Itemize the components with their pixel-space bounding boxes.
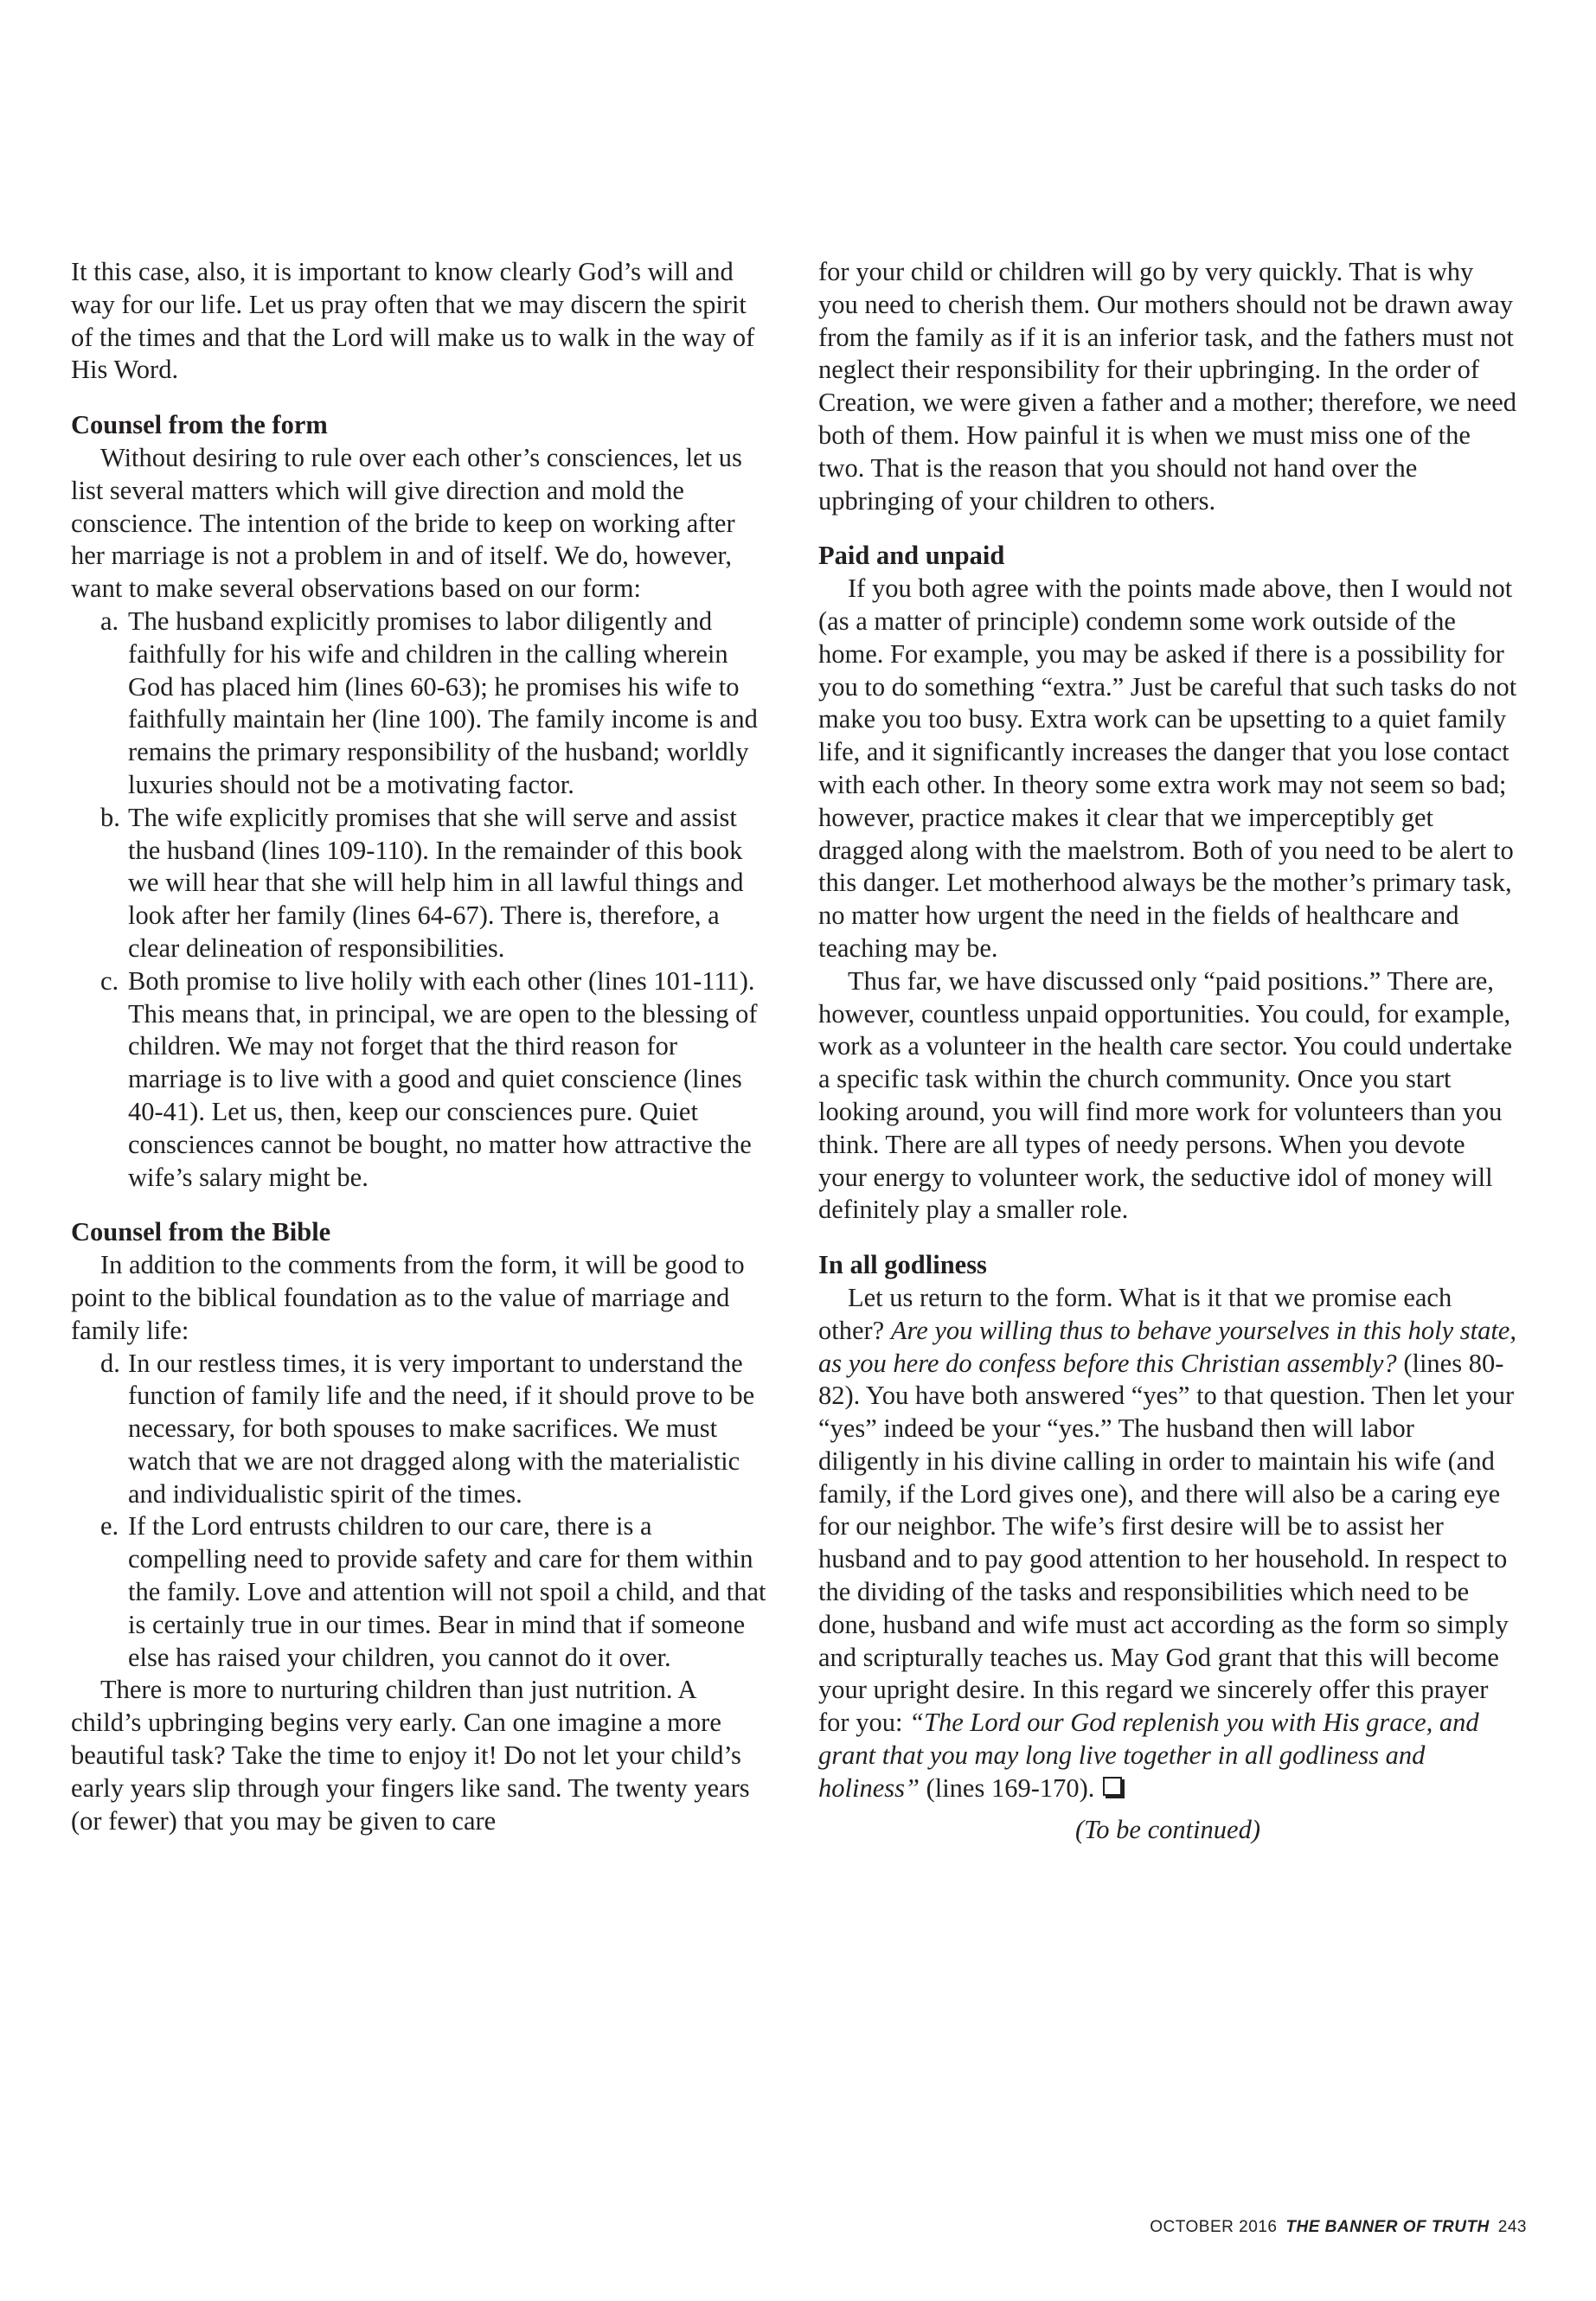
footer-magazine: THE BANNER OF TRUTH	[1285, 2218, 1490, 2236]
section-heading: In all godliness	[818, 1250, 987, 1280]
list-marker: c.	[100, 965, 119, 996]
lettered-list	[71, 1348, 772, 1675]
paragraph	[818, 1282, 1517, 1805]
list-marker: d.	[100, 1348, 120, 1378]
text-run: Let us return to the form. What is it that we promise each other?	[818, 1282, 1452, 1345]
left-column	[71, 256, 772, 1837]
paragraph: for your child or children will go by very quickly. That is why you need to cherish them. Our mothers should not be drawn away from the family as if it is an inferior task, and the fathers must not neglect their responsibility for their upbringing. In the order of Creation, we were given a father and a mother; therefore, we need both of them. How painful it is when we must miss one of the two. That is the reason that you should not hand over the upbringing of your children to others.	[818, 257, 1517, 516]
list-text: Both promise to live holily with each other (lines 101-111). This means that, in principal, we are open to the blessing of children. We may not forget that the third reason for marriage is to live with a good and quiet conscience (lines 40-41). Let us, then, keep our consciences pure. Quiet consciences cannot be bought, no matter how attractive the wife’s salary might be.	[128, 965, 758, 1192]
text-run: (lines 169-170).	[919, 1772, 1095, 1803]
section-heading: Paid and unpaid	[818, 541, 1005, 571]
page-footer	[1150, 2218, 1527, 2237]
list-item	[71, 1348, 772, 1511]
list-item	[71, 606, 772, 802]
list-marker: b.	[100, 802, 120, 832]
end-mark-icon	[1103, 1777, 1122, 1796]
list-item	[71, 1510, 772, 1674]
list-text: The wife explicitly promises that she will serve and assist the husband (lines 109-110). In the remainder of this book we will hear that she will help him in all lawful things and look after her family (lines 64-67). There is, therefore, a clear delineation of responsibilities.	[128, 802, 744, 963]
paragraph: In addition to the comments from the form, it will be good to point to the biblical foundation as to the value of marriage and family life:	[71, 1250, 745, 1345]
section-heading: Counsel from the Bible	[71, 1217, 331, 1247]
paragraph: There is more to nurturing children than just nutrition. A child’s upbringing begins very early. Can one imagine a more beautiful task? Take the time to enjoy it! Do not let your child’s early years slip through your fingers like sand. The twenty years (or fewer) that you may be given to care	[71, 1675, 750, 1836]
to-be-continued: (To be continued)	[1074, 1814, 1261, 1844]
quote-italic: Are you willing thus to behave yourselves in this holy state, as you here do confess before this Christian assembly?	[818, 1315, 1516, 1378]
paragraph: Without desiring to rule over each other’s consciences, let us list several matters which will give direction and mold the conscience. The intention of the bride to keep on working after her marriage is not a problem in and of itself. We do, however, want to make several observations based on our form:	[71, 442, 742, 604]
paragraph: It this case, also, it is important to know clearly God’s will and way for our life. Let us pray often that we may discern the spirit of the times and that the Lord will make us to walk in the way of His Word.	[71, 257, 755, 385]
list-marker: e.	[100, 1511, 119, 1541]
paragraph: Thus far, we have discussed only “paid positions.” There are, however, countless unpaid opportunities. You could, for example, work as a volunteer in the health care sector. You could undertake a specific task within the church community. Once you start looking around, you will find more work for volunteers than you think. There are all types of needy persons. When you devote your energy to volunteer work, the seductive idol of money will definitely play a smaller role.	[818, 965, 1513, 1225]
list-text: The husband explicitly promises to labor diligently and faithfully for his wife and children in the calling wherein God has placed him (lines 60-63); he promises his wife to faithfully maintain her (line 100). The family income is and remains the primary responsibility of the husband; worldly luxuries should not be a motivating factor.	[128, 606, 758, 799]
footer-date: OCTOBER 2016	[1150, 2218, 1278, 2236]
section-heading: Counsel from the form	[71, 410, 328, 440]
list-text: If the Lord entrusts children to our care, there is a compelling need to provide safety and care for them within the family. Love and attention will not spoil a child, and that is certainly true in our times. Bear in mind that if someone else has raised your children, you cannot do it over.	[128, 1511, 766, 1672]
lettered-list	[71, 606, 772, 1194]
quote-italic: “The Lord our God replenish you with His grace, and grant that you may long live together in all godliness and holiness”	[818, 1708, 1479, 1803]
page-number: 243	[1497, 2218, 1527, 2236]
list-marker: a.	[100, 606, 119, 636]
list-item	[71, 802, 772, 965]
list-item	[71, 965, 772, 1195]
text-run: (lines 80-82). You have both answered “yes” to that question. Then let your “yes” indeed be your “yes.” The husband then will labor diligently in his divine calling in order to maintain his wife (and family, if the Lord gives one), and there will also be a caring eye for our neighbor. The wife’s first desire will be to assist her husband and to pay good attention to her household. In respect to the dividing of the tasks and responsibilities which need to be done, husband and wife must act according as the form so simply and scripturally teaches us. May God grant that this will become your upright desire. In this regard we sincerely offer this prayer for you:	[818, 1348, 1515, 1738]
right-column	[818, 256, 1517, 1846]
paragraph: If you both agree with the points made above, then I would not (as a matter of principle) condemn some work outside of the home. For example, you may be asked if there is a possibility for you to do something “extra.” Just be careful that such tasks do not make you too busy. Extra work can be upsetting to a quiet family life, and it significantly increases the danger that you lose contact with each other. In theory some extra work may not seem so bad; however, practice makes it clear that we imperceptibly get dragged along with the maelstrom. Both of you need to be alert to this danger. Let motherhood always be the mother’s primary task, no matter how urgent the need in the fields of healthcare and teaching may be.	[818, 574, 1517, 963]
list-text: In our restless times, it is very important to understand the function of family life and the need, if it should prove to be necessary, for both spouses to make sacrifices. We must watch that we are not dragged along with the materialistic and individualistic spirit of the times.	[128, 1348, 755, 1509]
